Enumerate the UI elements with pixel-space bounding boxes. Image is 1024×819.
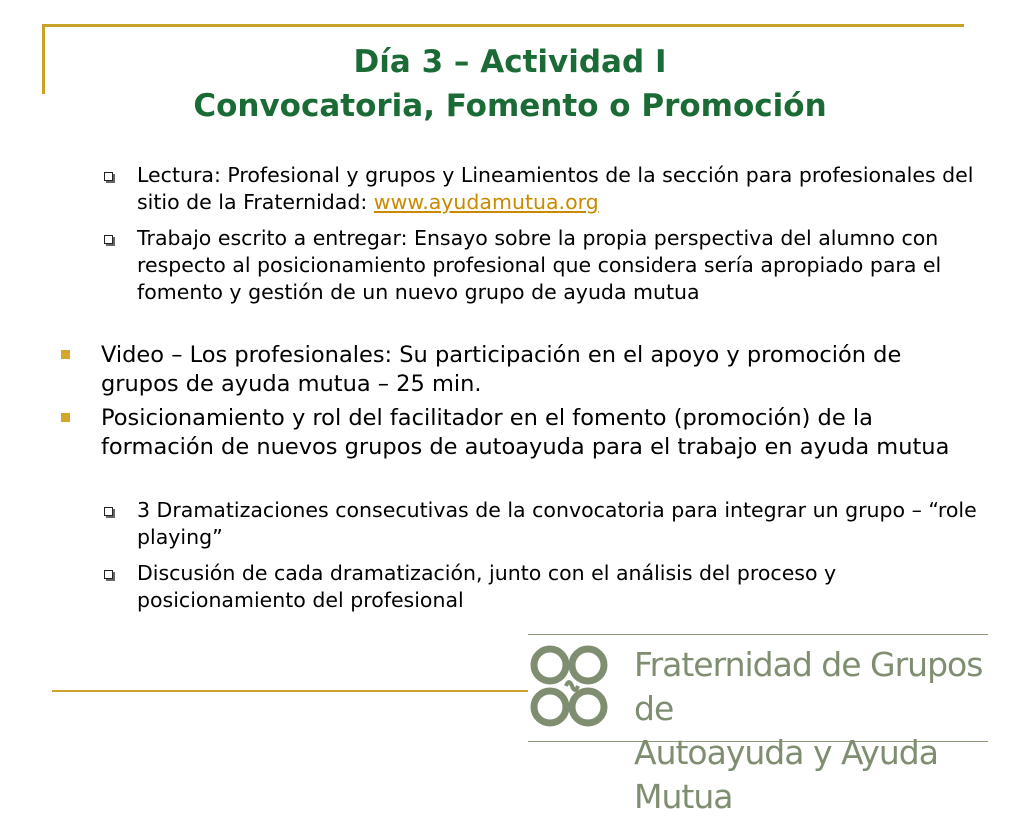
frame-left-line: [42, 24, 45, 94]
list-item-discussion: [137, 560, 987, 614]
list-item-text: Discusión de cada dramatización, junto con el análisis del proceso y posicionamiento del profesional: [137, 561, 837, 612]
list-item-dramatizations: [137, 497, 987, 551]
list-item-text: Trabajo escrito a entregar: Ensayo sobre la propia perspectiva del alumno con respecto al posicionamiento profesional que considera sería apropiado para el fomento y gestión de un nuevo grupo de ayuda mutua: [137, 226, 942, 304]
frame-bottom-line: [52, 690, 528, 692]
list-item-written-work: [137, 225, 987, 306]
logo-line-1: Fraternidad de Grupos de: [634, 645, 983, 728]
fraternidad-website-link[interactable]: www.ayudamutua.org: [373, 190, 599, 214]
fraternity-rings-icon: [528, 641, 624, 737]
list-item-text: Lectura: Profesional y grupos y Lineamientos de la sección para profesionales del sitio de la Fraternidad:: [137, 163, 974, 214]
title-line-2: Convocatoria, Fomento o Promoción: [193, 88, 827, 124]
logo-line-2: Autoayuda y Ayuda Mutua: [634, 733, 938, 816]
square-bullet-icon: [104, 570, 113, 579]
list-item-text: Video – Los profesionales: Su participación en el apoyo y promoción de grupos de ayuda mutua – 25 min.: [101, 342, 902, 397]
list-item-text: Posicionamiento y rol del facilitador en el fomento (promoción) de la formación de nuevos grupos de autoayuda para el trabajo en ayuda mutua: [101, 405, 950, 460]
frame-top-line: [42, 24, 964, 27]
title-line-1: Día 3 – Actividad I: [353, 44, 667, 80]
square-bullet-icon: [104, 235, 113, 244]
square-bullet-icon: [61, 350, 70, 359]
list-item-video: [101, 341, 981, 399]
logo-text: [634, 643, 986, 819]
fraternidad-logo: [528, 634, 988, 816]
square-bullet-icon: [104, 507, 113, 516]
square-bullet-icon: [104, 172, 113, 181]
slide-title: [60, 40, 960, 128]
list-item-reading: [137, 162, 987, 216]
list-item-positioning: [101, 404, 981, 462]
square-bullet-icon: [61, 413, 70, 422]
list-item-text: 3 Dramatizaciones consecutivas de la convocatoria para integrar un grupo – “role playing”: [137, 498, 977, 549]
